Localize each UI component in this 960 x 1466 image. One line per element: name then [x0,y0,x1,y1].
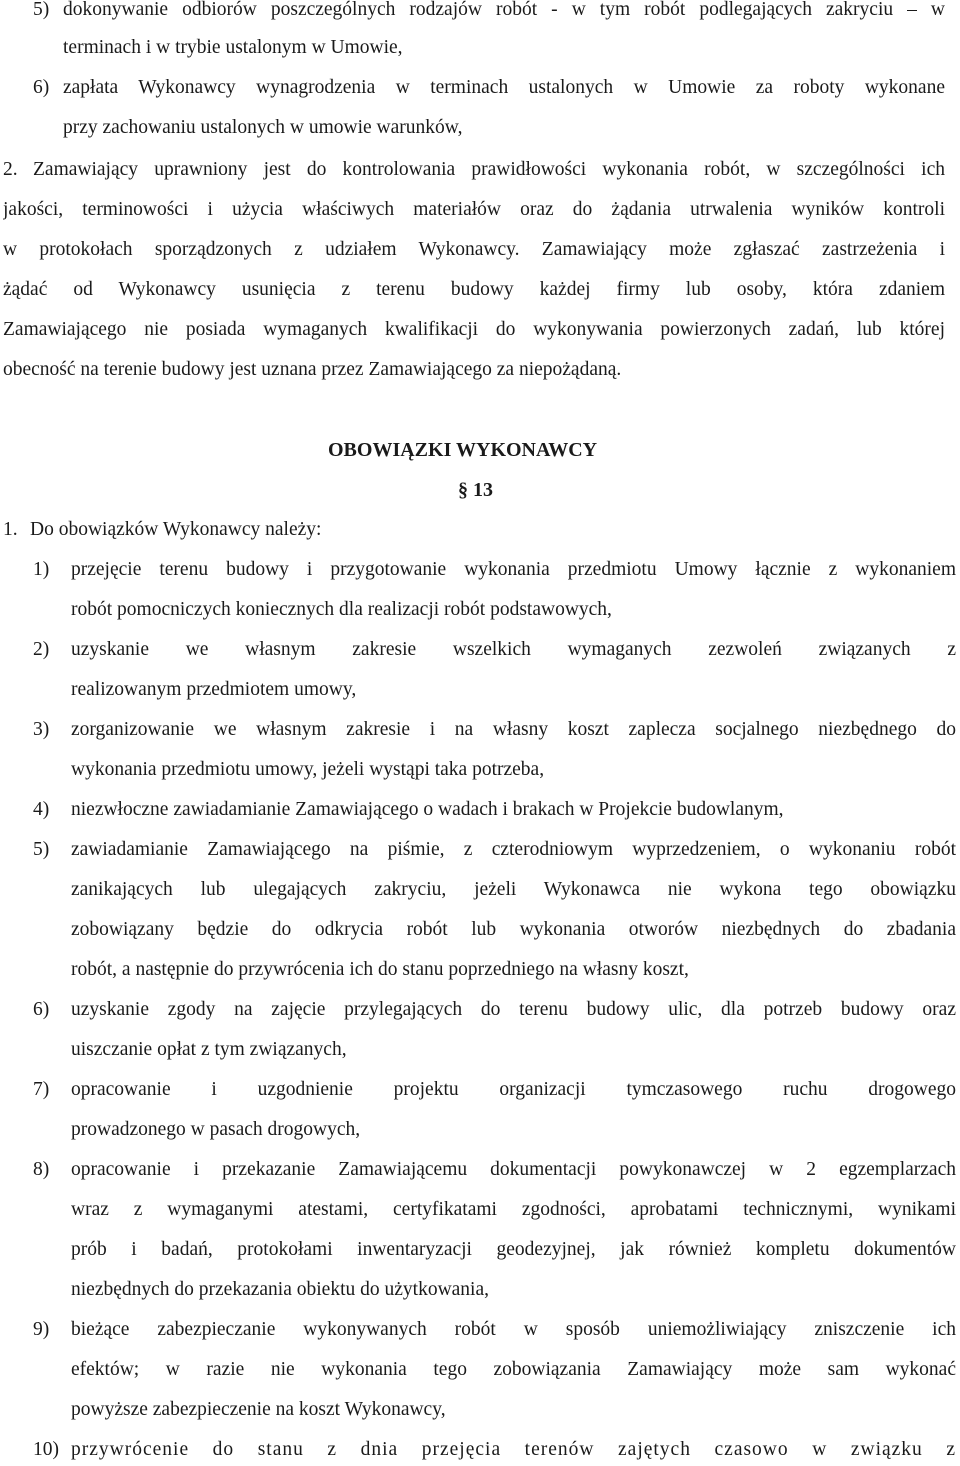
list-item-number: 3) [33,719,50,740]
list-item-text: niezbędnych do przekazania obiektu do użytkowania, [71,1279,490,1300]
list-item-text: zanikających lub ulegających zakryciu, jeżeli Wykonawca nie wykona tego obowiązku [71,879,956,900]
list-item-text: opracowanie i przekazanie Zamawiającemu dokumentacji powykonawczej w 2 egzemplarzach [71,1159,956,1180]
list-item-number: 5) [33,839,50,860]
list-item-text: niezwłoczne zawiadamianie Zamawiającego o wadach i brakach w Projekcie budowlanym, [71,799,784,820]
list-item-number: 1) [33,559,50,580]
paragraph-number: 1. [3,519,18,540]
section-title: OBOWIĄZKI WYKONAWCY [328,439,598,461]
list-item-text: dokonywanie odbiorów poszczególnych rodzajów robót - w tym robót podlegających zakryciu – w [63,0,945,20]
list-item-text: efektów; w razie nie wykonania tego zobowiązania Zamawiający może sam wykonać [71,1359,956,1380]
list-item-text: prób i badań, protokołami inwentaryzacji geodezyjnej, jak również kompletu dokumentów [71,1239,956,1260]
paragraph-line: jakości, terminowości i użycia właściwych materiałów oraz do żądania utrwalenia wyników kontroli [3,199,945,220]
list-item-text: zobowiązany będzie do odkrycia robót lub wykonania otworów niezbędnych do zbadania [71,919,956,940]
list-item-text: uiszczanie opłat z tym związanych, [71,1039,347,1060]
list-item-number: 4) [33,799,50,820]
list-item-text: powyższe zabezpieczenie na koszt Wykonawcy, [71,1399,446,1420]
list-item-text: przy zachowaniu ustalonych w umowie warunków, [63,117,463,138]
list-item-text: terminach i w trybie ustalonym w Umowie, [63,37,403,58]
list-item-text: wykonania przedmiotu umowy, jeżeli wystąpi taka potrzeba, [71,759,545,780]
list-item-text: robót, a następnie do przywrócenia ich do stanu poprzedniego na własny koszt, [71,959,689,980]
list-item-text: zapłata Wykonawcy wynagrodzenia w terminach ustalonych w Umowie za roboty wykonane [63,77,945,98]
list-item-text: robót pomocniczych koniecznych dla realizacji robót podstawowych, [71,599,612,620]
list-item-text: przywrócenie do stanu z dnia przejęcia terenów zajętych czasowo w związku z [71,1439,956,1460]
paragraph-line: Do obowiązków Wykonawcy należy: [30,519,322,540]
list-item-text: uzyskanie we własnym zakresie wszelkich wymaganych zezwoleń związanych z [71,639,956,660]
list-item-text: opracowanie i uzgodnienie projektu organizacji tymczasowego ruchu drogowego [71,1079,956,1100]
list-item-text: wraz z wymaganymi atestami, certyfikatami zgodności, aprobatami technicznymi, wynikami [71,1199,956,1220]
list-item-text: prowadzonego w pasach drogowych, [71,1119,361,1140]
list-item-text: zawiadamianie Zamawiającego na piśmie, z czterodniowym wyprzedzeniem, o wykonaniu robót [71,839,956,860]
paragraph-line: Zamawiający uprawniony jest do kontrolowania prawidłowości wykonania robót, w szczególności ich [33,159,945,180]
list-item-number: 8) [33,1159,50,1180]
paragraph-line: żądać od Wykonawcy usunięcia z terenu budowy każdej firmy lub osoby, która zdaniem [3,279,945,300]
list-item-text: przejęcie terenu budowy i przygotowanie wykonania przedmiotu Umowy łącznie z wykonaniem [71,559,956,580]
paragraph-line: w protokołach sporządzonych z udziałem Wykonawcy. Zamawiający może zgłaszać zastrzeżenia i [3,239,945,260]
paragraph-line: obecność na terenie budowy jest uznana przez Zamawiającego za niepożądaną. [3,359,622,380]
list-item-number: 6) [33,999,50,1020]
paragraph-sign: § 13 [458,479,493,501]
list-item-text: realizowanym przedmiotem umowy, [71,679,357,700]
list-item-number: 5) [33,0,50,20]
list-item-number: 10) [33,1439,59,1460]
paragraph-number: 2. [3,159,18,180]
paragraph-line: Zamawiającego nie posiada wymaganych kwalifikacji do wykonywania powierzonych zadań, lub której [3,319,945,340]
list-item-number: 7) [33,1079,50,1100]
list-item-text: zorganizowanie we własnym zakresie i na własny koszt zaplecza socjalnego niezbędnego do [71,719,956,740]
list-item-number: 6) [33,77,50,98]
list-item-text: uzyskanie zgody na zajęcie przylegających do terenu budowy ulic, dla potrzeb budowy oraz [71,999,956,1020]
list-item-number: 2) [33,639,50,660]
list-item-number: 9) [33,1319,50,1340]
list-item-text: bieżące zabezpieczanie wykonywanych robót w sposób uniemożliwiający zniszczenie ich [71,1319,956,1340]
